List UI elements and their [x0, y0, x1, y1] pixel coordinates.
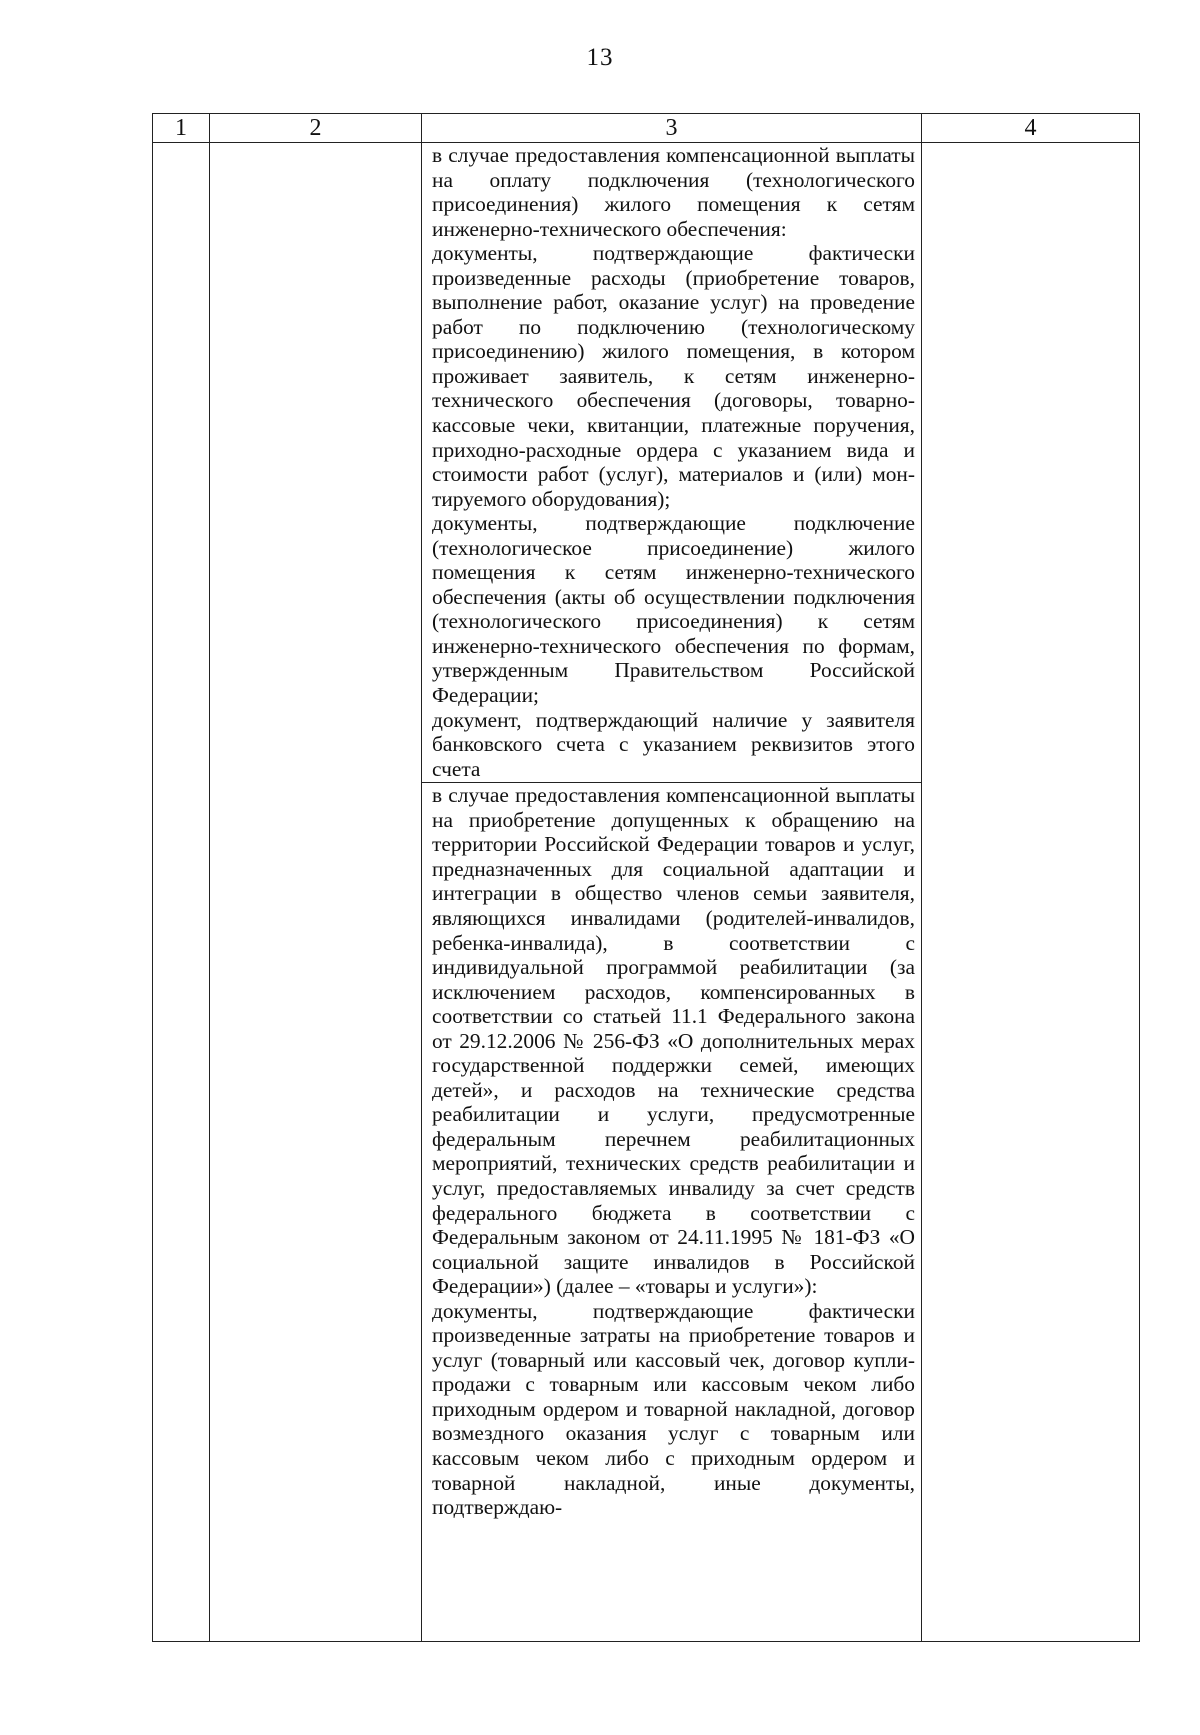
paragraph: документ, подтверждающий наличие у заявителя банковского счета с указанием реквизитов этого счета [432, 707, 915, 781]
paragraph: документы, подтверждающие фактически произведенные затраты на приобретение товаров и услуг (товарный или кассовый чек, договор купли-продажи с товарным или кассовым чеком либо приходным ордером и товарной накладной, договор возмездного оказания услуг с товарным или кассовым чеком либо с приходным ордером и товарной накладной, иные документы, подтверждаю- [432, 1298, 915, 1520]
paragraph: в случае предоставления компенсационной выплаты на оплату подключения (технологического присоединения) жилого помещения к сетям инженерно-технического обеспечения: [432, 143, 915, 241]
page-number: 13 [586, 44, 614, 71]
column-4-cell [922, 143, 1140, 1642]
paragraph: документы, подтверждающие подключение (технологическое присоединение) жилого помещения к сетям инженерно-технического обеспечения (акты об осуществлении подключения (технологического присоединения) к сетям инженерно-технического обеспечения по формам, утвержденным Правительством Российской Федерации; [432, 511, 915, 708]
paragraph: документы, подтверждающие фактически произведенные расходы (приобретение товаров, выполнение работ, оказание услуг) на проведение работ по подключению (технологическому присоединению) жилого помещения, в котором проживает заявитель, к сетям инженерно-технического обеспечения (договоры, товарно-кассовые чеки, квитанции, платежные поручения, приходно-расходные ордера с указанием вида и стоимости работ (услуг), материалов и (или) монтируемого оборудования); [432, 241, 915, 511]
table-header-row [153, 114, 1140, 143]
column-header-4: 4 [922, 114, 1140, 143]
column-1-cell [153, 143, 210, 1642]
block-connection-payment [422, 143, 921, 781]
table-row [153, 143, 1140, 1642]
column-header-1: 1 [153, 114, 210, 143]
column-header-2: 2 [210, 114, 422, 143]
column-2-cell [210, 143, 422, 1642]
block-goods-and-services [422, 782, 921, 1519]
document-table [152, 113, 1140, 1642]
paragraph: в случае предоставления компенсационной выплаты на приобретение допущенных к обращению на территории Российской Федерации товаров и услуг, предназначенных для социальной адаптации и интеграции в общество членов семьи заявителя, являющихся инвалидами (родителей-инвалидов, ребенка-инвалида), в соответствии с индивидуальной программой реабилитации (за исключением расходов, компенсированных в соответствии со статьей 11.1 Федерального закона от 29.12.2006 № 256-ФЗ «О дополнительных мерах государственной поддержки семей, имеющих детей», и расходов на технические средства реабилитации и услуги, предусмотренные федеральным перечнем реабилитационных мероприятий, технических средств реабилитации и услуг, предоставляемых инвалиду за счет средств федерального бюджета в соответствии с Федеральным законом от 24.11.1995 № 181-ФЗ «О социальной защите инвалидов в Российской Федерации») (далее – «товары и услуги»): [432, 783, 915, 1299]
column-header-3: 3 [422, 114, 922, 143]
column-3-cell [422, 143, 922, 1642]
